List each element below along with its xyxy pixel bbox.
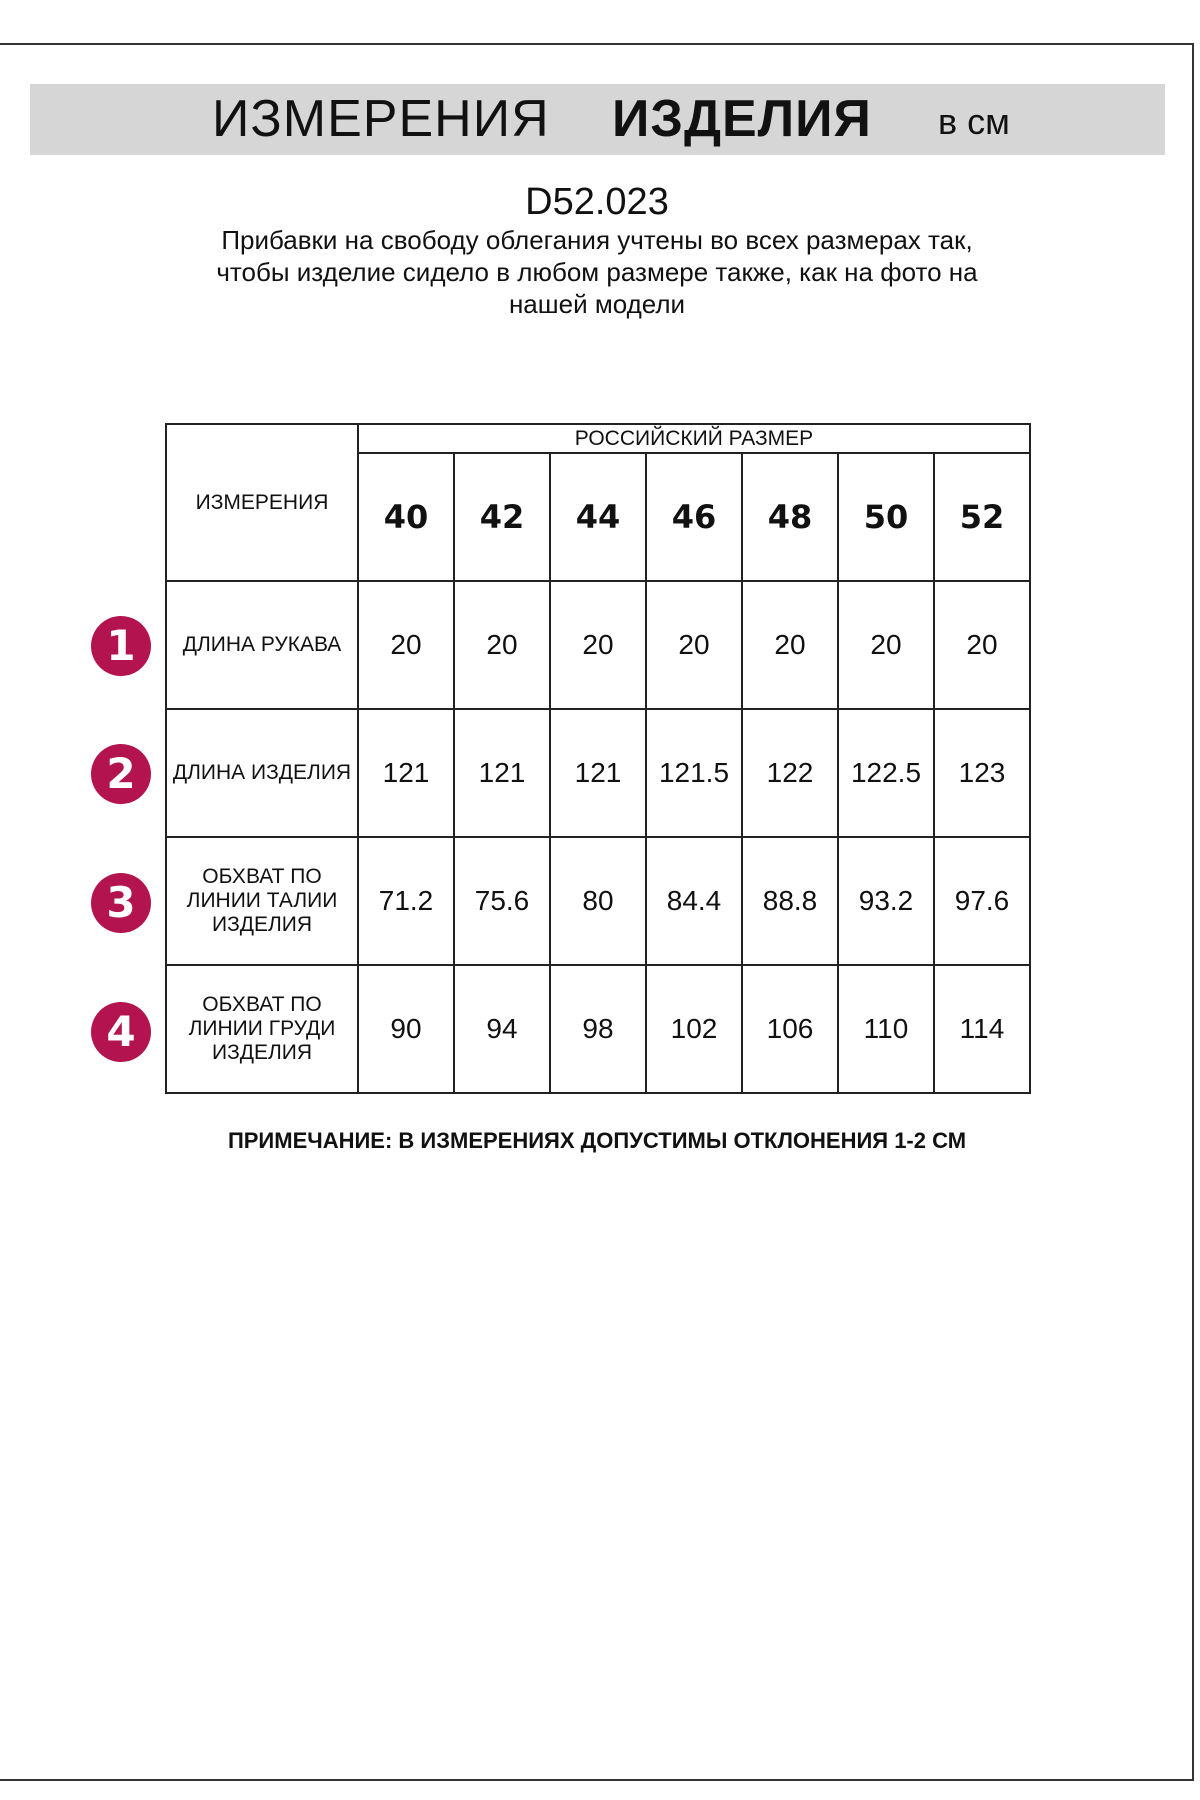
measurement-value: 121: [454, 709, 550, 837]
table-row: [166, 581, 1030, 709]
measurement-label-line: ДЛИНА ИЗДЕЛИЯ: [172, 761, 352, 784]
size-header-50: 50: [838, 453, 934, 581]
measurement-value: 20: [934, 581, 1030, 709]
fit-note-line: чтобы изделие сидело в любом размере также, как на фото на: [216, 257, 978, 287]
measurement-label-line: ИЗДЕЛИЯ: [211, 1041, 313, 1064]
size-chart-table: [165, 423, 1031, 1094]
measurement-value: 121: [358, 709, 454, 837]
title-unit: в см: [938, 101, 1010, 142]
measurement-label-line: ЛИНИИ ТАЛИИ: [186, 889, 338, 912]
measurement-value: 20: [358, 581, 454, 709]
fit-note-line: Прибавки на свободу облегания учтены во всех размерах так,: [221, 225, 973, 255]
measurement-number-badge: 3: [91, 873, 151, 933]
measurement-label-line: ИЗДЕЛИЯ: [211, 913, 313, 936]
measurement-value: 121.5: [646, 709, 742, 837]
measurement-number-badge: 2: [91, 744, 151, 804]
table-row: [166, 837, 1030, 965]
measurement-label-line: ДЛИНА РУКАВА: [182, 633, 342, 656]
measurement-label: [166, 709, 358, 837]
measurement-label: [166, 837, 358, 965]
tolerance-note: ПРИМЕЧАНИЕ: В ИЗМЕРЕНИЯХ ДОПУСТИМЫ ОТКЛОНЕНИЯ 1-2 СМ: [227, 1128, 967, 1153]
table-row: [166, 965, 1030, 1093]
measurement-value: 106: [742, 965, 838, 1093]
fit-note-line: нашей модели: [508, 289, 686, 319]
table-row: [166, 709, 1030, 837]
measurement-value: 88.8: [742, 837, 838, 965]
size-header-42: 42: [454, 453, 550, 581]
article-number: D52.023: [525, 181, 669, 223]
measurement-value: 71.2: [358, 837, 454, 965]
title-word-measurements: ИЗМЕРЕНИЯ: [212, 90, 550, 148]
measurement-value: 110: [838, 965, 934, 1093]
measurement-label: [166, 965, 358, 1093]
measurement-value: 20: [742, 581, 838, 709]
size-header-46: 46: [646, 453, 742, 581]
measurement-value: 93.2: [838, 837, 934, 965]
measurement-value: 75.6: [454, 837, 550, 965]
measurement-value: 122: [742, 709, 838, 837]
measurement-value: 84.4: [646, 837, 742, 965]
measurement-label: [166, 581, 358, 709]
measurement-value: 20: [646, 581, 742, 709]
measurement-label-line: ЛИНИИ ГРУДИ: [188, 1017, 336, 1040]
measurement-value: 90: [358, 965, 454, 1093]
measurement-value: 122.5: [838, 709, 934, 837]
measurement-value: 102: [646, 965, 742, 1093]
measurement-value: 121: [550, 709, 646, 837]
measurement-value: 97.6: [934, 837, 1030, 965]
measurement-value: 20: [550, 581, 646, 709]
measurement-value: 114: [934, 965, 1030, 1093]
size-header-52: 52: [934, 453, 1030, 581]
measurement-value: 20: [838, 581, 934, 709]
size-header-44: 44: [550, 453, 646, 581]
measurements-header: ИЗМЕРЕНИЯ: [166, 424, 358, 581]
size-header-40: 40: [358, 453, 454, 581]
measurement-value: 20: [454, 581, 550, 709]
measurement-number-badge: 4: [91, 1002, 151, 1062]
measurement-value: 123: [934, 709, 1030, 837]
measurement-value: 98: [550, 965, 646, 1093]
size-header-48: 48: [742, 453, 838, 581]
measurement-number-badge: 1: [91, 616, 151, 676]
measurement-label-line: ОБХВАТ ПО: [202, 993, 322, 1016]
measurement-value: 94: [454, 965, 550, 1093]
measurement-value: 80: [550, 837, 646, 965]
measurement-label-line: ОБХВАТ ПО: [202, 865, 322, 888]
russian-size-header: РОССИЙСКИЙ РАЗМЕР: [358, 424, 1030, 453]
title-word-product: ИЗДЕЛИЯ: [612, 90, 872, 148]
